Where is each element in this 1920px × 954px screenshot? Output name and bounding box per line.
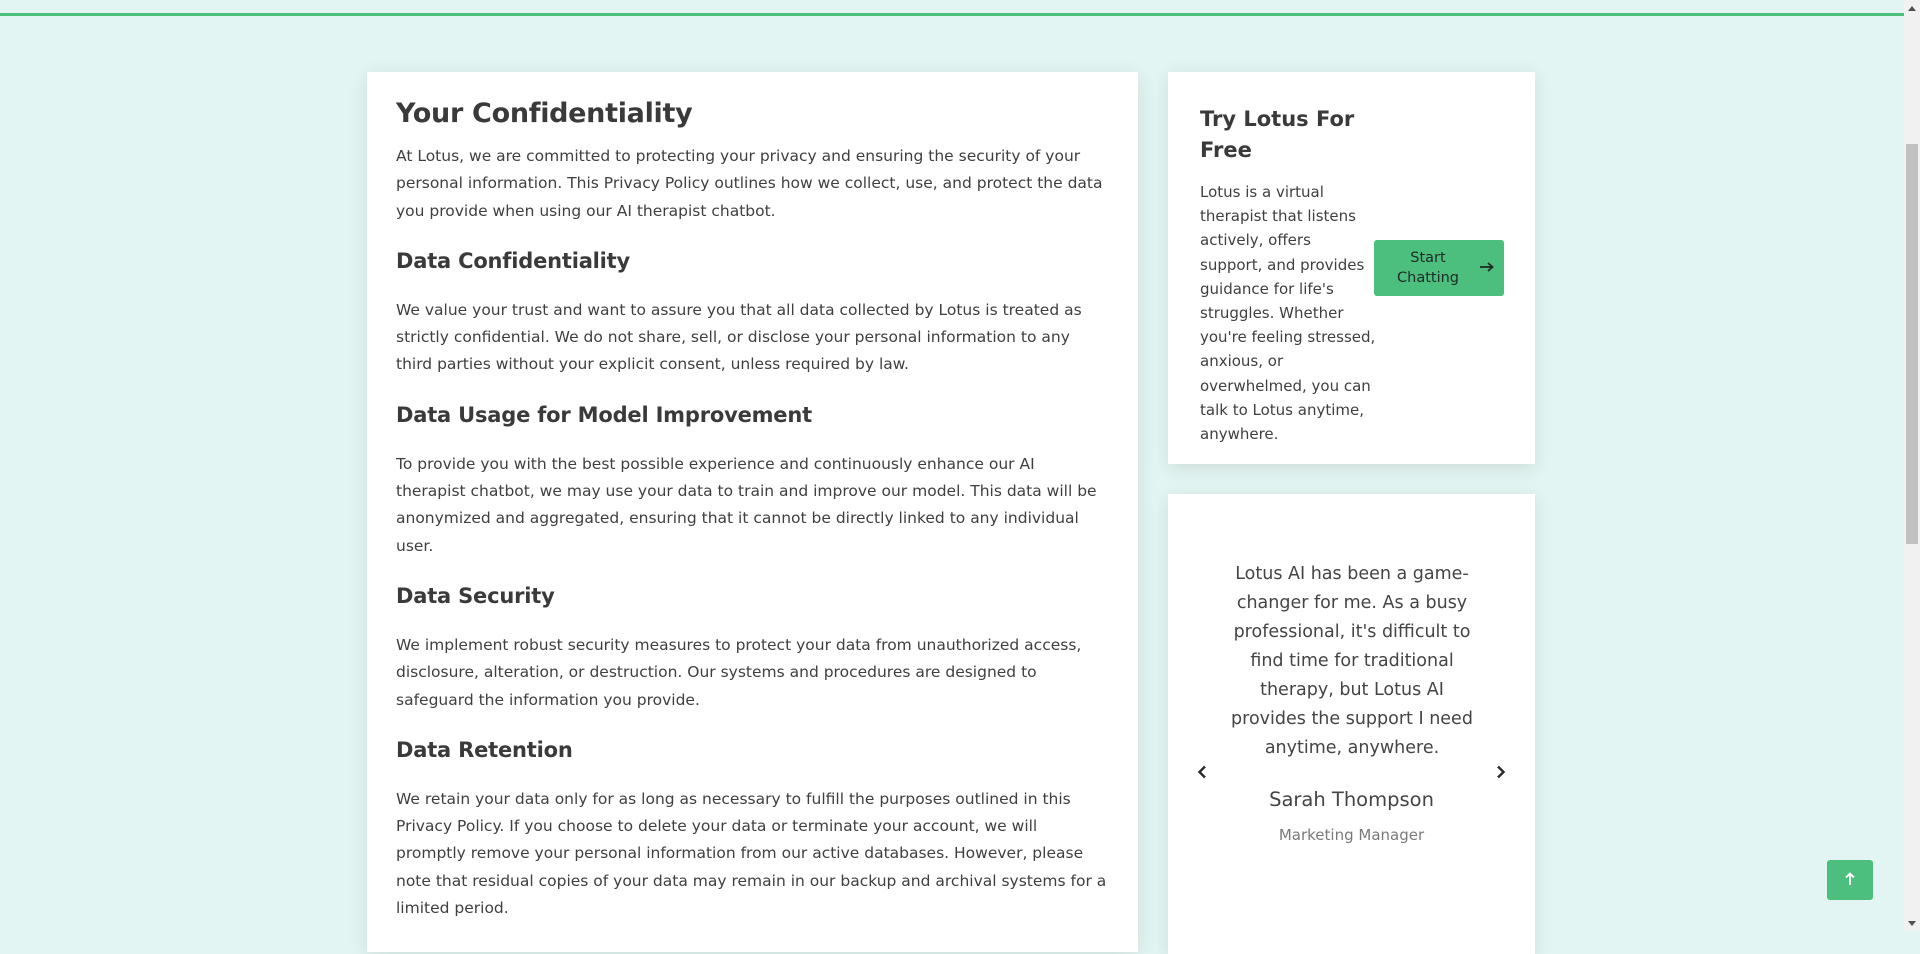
section-heading-data-security: Data Security <box>396 583 555 608</box>
section-body-data-retention: We retain your data only for as long as necessary to fulfill the purposes outlined in this Privacy Policy. If you choose to delete your data or terminate your account, we will promptly remove your personal information from our active databases. However, please note that residual copies of your data may remain in our backup and archival systems for a limited period. <box>396 789 1107 918</box>
section-body-data-confidentiality: We value your trust and want to assure you that all data collected by Lotus is treated as strictly confidential. We do not share, sell, or disclose your personal information to any third parties without your explicit consent, unless required by law. <box>396 300 1082 374</box>
chevron-left-icon[interactable] <box>1192 762 1212 782</box>
scrollbar-thumb[interactable] <box>1906 144 1918 544</box>
arrow-right-icon <box>1480 258 1494 278</box>
page-title: Your Confidentiality <box>396 98 693 129</box>
policy-intro: At Lotus, we are committed to protecting your privacy and ensuring the security of your personal information. This Privacy Policy outlines how we collect, use, and protect the data you provide when using our AI therapist chatbot. <box>396 147 1103 220</box>
section-heading-data-confidentiality: Data Confidentiality <box>396 248 631 273</box>
start-chatting-label: Start Chatting <box>1397 250 1459 286</box>
start-chatting-button[interactable] <box>1374 240 1504 296</box>
testimonial-card <box>1168 494 1535 954</box>
testimonial-quote: Lotus AI has been a game-changer for me. As a busy professional, it's difficult to find time for traditional therapy, but Lotus AI provides the support I need anytime, anywhere. <box>1231 564 1473 758</box>
section-body-data-usage: To provide you with the best possible experience and continuously enhance our AI therapist chatbot, we may use your data to train and improve our model. This data will be anonymized and aggregated, ensuring that it cannot be directly linked to any individual user. <box>396 454 1097 555</box>
section-heading-data-usage: Data Usage for Model Improvement <box>396 402 812 427</box>
page-scrollbar[interactable] <box>1904 0 1920 931</box>
try-lotus-card <box>1168 72 1535 464</box>
scroll-up-arrow-icon[interactable] <box>1904 0 1920 16</box>
chevron-right-icon[interactable] <box>1491 762 1511 782</box>
scroll-down-arrow-icon[interactable] <box>1904 915 1920 931</box>
section-body-data-security: We implement robust security measures to protect your data from unauthorized access, disclosure, alteration, or destruction. Our systems and procedures are designed to safeguard the information you provide. <box>396 635 1082 709</box>
section-heading-data-retention: Data Retention <box>396 737 573 762</box>
promo-description: Lotus is a virtual therapist that listens actively, offers support, and provides guidance for life's struggles. Whether you're feeling stressed, anxious, or overwhelmed, you can talk to Lotus anytime, anywhere. <box>1200 183 1376 444</box>
top-accent-bar <box>0 0 1904 16</box>
privacy-policy-card <box>367 72 1138 952</box>
back-to-top-button[interactable] <box>1827 860 1873 900</box>
promo-title: Try Lotus For Free <box>1200 107 1355 162</box>
testimonial-name: Sarah Thompson <box>1269 788 1434 811</box>
arrow-up-icon <box>1844 872 1856 889</box>
testimonial-role: Marketing Manager <box>1278 826 1425 844</box>
